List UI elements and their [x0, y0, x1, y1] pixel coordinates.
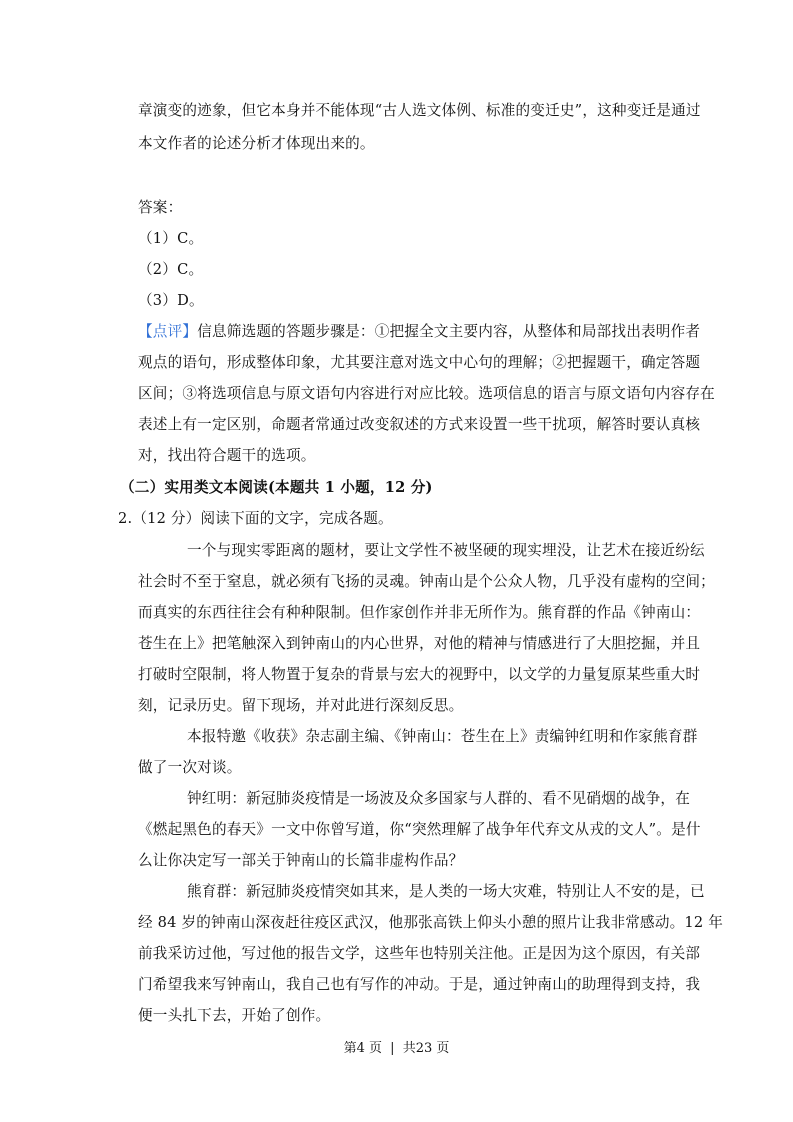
passage-line-5: 打破时空限制，将人物置于复杂的背景与宏大的视野中，以文学的力量复原某些重大时: [138, 666, 701, 683]
passage-line-15: 门希望我来写钟南山，我自己也有写作的冲动。于是，通过钟南山的助理得到支持，我: [138, 976, 701, 993]
comment-first-line: [138, 322, 700, 342]
passage-line-13: 经 84 岁的钟南山深夜赶往疫区武汉，他那张高铁上仰头小憩的照片让我非常感动。12 年: [138, 914, 724, 931]
answer-label: 答案：: [138, 199, 183, 216]
passage-line-14: 前我采访过他，写过他的报告文学，这些年也特别关注他。正是因为这个原因，有关部: [138, 945, 701, 962]
comment-line-3: 区间；③将选项信息与原文语句内容进行对应比较。选项信息的语言与原文语句内容存在: [138, 385, 715, 402]
passage-line-11: 么让你决定写一部关于钟南山的长篇非虚构作品？: [138, 852, 464, 869]
passage-line-1: 一个与现实零距离的题材，要让文学性不被坚硬的现实埋没，让艺术在接近纷纭: [187, 542, 705, 559]
comment-tag: 【点评】: [138, 323, 198, 340]
intro-line-2: 本文作者的论述分析才体现出来的。: [138, 135, 375, 152]
intro-line-1: 章演变的迹象，但它本身并不能体现“古人选文体例、标准的变迁史”，这种变迁是通过: [138, 102, 701, 119]
comment-line-5: 对，找出符合题干的选项。: [138, 447, 316, 464]
passage-line-8: 做了一次对谈。: [138, 759, 242, 776]
passage-line-7: 本报特邀《收获》杂志副主编、《钟南山：苍生在上》责编钟红明和作家熊育群: [187, 728, 698, 745]
comment-line-2: 观点的语句，形成整体印象，尤其要注意对选文中心句的理解；②把握题干，确定答题: [138, 354, 701, 371]
page-footer: [0, 1040, 793, 1058]
question-line: 2.（12 分）阅读下面的文字，完成各题。: [118, 510, 393, 527]
passage-line-10: 《燃起黑色的春天》一文中你曾写道，你“突然理解了战争年代弃文从戎的文人”。是什: [138, 821, 701, 838]
passage-line-6: 刻，记录历史。留下现场，并对此进行深刻反思。: [138, 697, 464, 714]
answer-item-1: （1）C。: [138, 230, 204, 247]
passage-line-12: 熊育群：新冠肺炎疫情突如其来，是人类的一场大灾难，特别让人不安的是，已: [187, 883, 705, 900]
total-pages: 共23 页: [402, 1041, 450, 1056]
passage-line-4: 苍生在上》把笔触深入到钟南山的内心世界，对他的精神与情感进行了大胆挖掘，并且: [138, 635, 701, 652]
comment-text: 信息筛选题的答题步骤是：①把握全文主要内容，从整体和局部找出表明作者: [197, 323, 701, 340]
answer-item-3: （3）D。: [138, 292, 204, 309]
answer-item-2: （2）C。: [138, 261, 204, 278]
passage-line-9: 钟红明：新冠肺炎疫情是一场波及众多国家与人群的、看不见硝烟的战争，在: [187, 790, 690, 807]
passage-line-2: 社会时不至于窒息，就必须有飞扬的灵魂。钟南山是个公众人物，几乎没有虚构的空间；: [138, 573, 715, 590]
passage-line-3: 而真实的东西往往会有种种限制。但作家创作并非无所作为。熊育群的作品《钟南山：: [138, 604, 701, 621]
footer-separator: |: [390, 1041, 395, 1056]
passage-line-16: 便一头扎下去，开始了创作。: [138, 1007, 331, 1024]
page-number: 第4 页: [343, 1041, 383, 1056]
comment-line-4: 表述上有一定区别，命题者常通过改变叙述的方式来设置一些干扰项，解答时要认真核: [138, 416, 701, 433]
section-heading: （二）实用类文本阅读(本题共 1 小题，12 分): [120, 479, 433, 496]
